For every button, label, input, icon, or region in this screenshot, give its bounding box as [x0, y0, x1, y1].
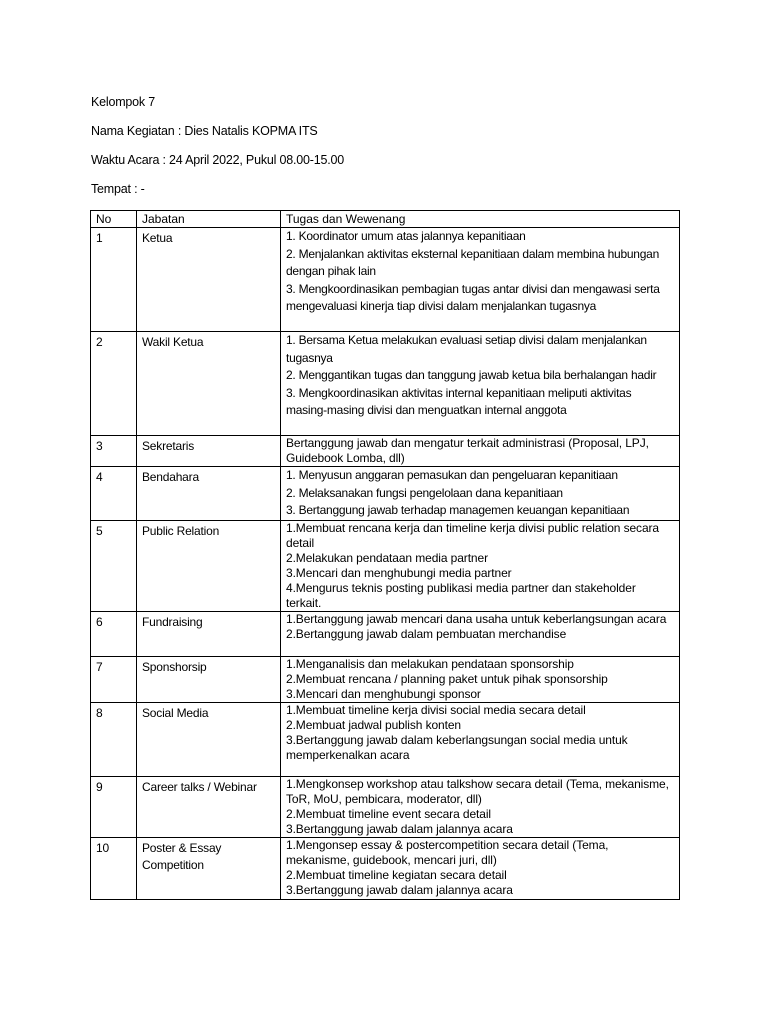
- duty-item: 3.Mencari dan menghubungi media partner: [286, 565, 512, 580]
- duty-item: 1.Mengonsep essay & postercompetition secara detail (Tema, mekanisme, guidebook, mencari juri, dll): [286, 837, 609, 867]
- row-duties: [281, 702, 680, 776]
- duty-item: 2.Membuat jadwal publish konten: [286, 717, 462, 732]
- row-role: Career talks / Webinar: [137, 776, 281, 837]
- duty-item: 2.Bertanggung jawab dalam pembuatan merchandise: [286, 626, 567, 641]
- event-place: Tempat : -: [91, 182, 145, 196]
- row-role: Sekretaris: [137, 436, 281, 467]
- table-row: [91, 611, 680, 656]
- table-row: [91, 467, 680, 521]
- event-time: Waktu Acara : 24 April 2022, Pukul 08.00-15.00: [91, 153, 345, 167]
- row-number: 5: [91, 520, 137, 611]
- table-row: [91, 228, 680, 332]
- duty-item: 1. Bersama Ketua melakukan evaluasi setiap divisi dalam menjalankan tugasnya: [286, 333, 647, 365]
- row-number: 7: [91, 656, 137, 702]
- duty-item: 3. Mengkoordinasikan pembagian tugas antar divisi dan mengawasi serta mengevaluasi kinerja tiap divisi dalam menjalankan tugasnya: [286, 281, 660, 313]
- row-role: Public Relation: [137, 520, 281, 611]
- duty-item: 1.Mengkonsep workshop atau talkshow secara detail (Tema, mekanisme, ToR, MoU, pembicara, moderator, dll): [286, 776, 669, 806]
- row-role: Fundraising: [137, 611, 281, 656]
- table-header-row: [91, 211, 680, 228]
- header-duties: Tugas dan Wewenang: [281, 211, 680, 228]
- duty-item: 2. Menggantikan tugas dan tanggung jawab ketua bila berhalangan hadir: [286, 368, 657, 382]
- row-duties: [281, 776, 680, 837]
- row-number: 2: [91, 332, 137, 436]
- duty-item: 4.Mengurus teknis posting publikasi media partner dan stakeholder terkait.: [286, 580, 636, 610]
- row-number: 10: [91, 837, 137, 899]
- row-duties: [281, 436, 680, 467]
- event-name: Nama Kegiatan : Dies Natalis KOPMA ITS: [91, 124, 318, 138]
- row-duties: [281, 332, 680, 436]
- row-duties: [281, 228, 680, 332]
- duty-item: 2.Membuat rencana / planning paket untuk pihak sponsorship: [286, 671, 608, 686]
- row-role: Poster & Essay Competition: [137, 837, 281, 899]
- row-role: Wakil Ketua: [137, 332, 281, 436]
- row-number: 1: [91, 228, 137, 332]
- row-role: Ketua: [137, 228, 281, 332]
- duty-item: 2. Melaksanakan fungsi pengelolaan dana kepanitiaan: [286, 485, 563, 500]
- duty-item: 2.Melakukan pendataan media partner: [286, 550, 488, 565]
- duty-item: 3.Mencari dan menghubungi sponsor: [286, 686, 481, 701]
- row-duties: [281, 467, 680, 521]
- row-number: 6: [91, 611, 137, 656]
- row-number: 8: [91, 702, 137, 776]
- row-role: Sponshorsip: [137, 656, 281, 702]
- row-number: 4: [91, 467, 137, 521]
- duty-item: 1.Menganalisis dan melakukan pendataan sponsorship: [286, 656, 574, 671]
- table-row: [91, 436, 680, 467]
- header-role: Jabatan: [137, 211, 281, 228]
- duty-item: 3. Bertanggung jawab terhadap managemen keuangan kepanitiaan: [286, 503, 630, 517]
- duty-item: 1.Membuat rencana kerja dan timeline kerja divisi public relation secara detail: [286, 520, 659, 550]
- row-number: 9: [91, 776, 137, 837]
- table-row: [91, 702, 680, 776]
- duty-item: 3.Bertanggung jawab dalam jalannya acara: [286, 882, 513, 897]
- duty-item: 2.Membuat timeline kegiatan secara detail: [286, 867, 507, 882]
- group-label: Kelompok 7: [91, 95, 156, 109]
- committee-table: [90, 210, 680, 900]
- table-row: [91, 520, 680, 611]
- row-role: Social Media: [137, 702, 281, 776]
- row-duties: [281, 611, 680, 656]
- table-row: [91, 837, 680, 899]
- duty-item: 3.Bertanggung jawab dalam jalannya acara: [286, 821, 513, 836]
- row-duties: [281, 837, 680, 899]
- duty-item: 1. Koordinator umum atas jalannya kepanitiaan: [286, 229, 526, 243]
- table-row: [91, 776, 680, 837]
- duty-item: 1.Membuat timeline kerja divisi social media secara detail: [286, 702, 586, 717]
- header-no: No: [91, 211, 137, 228]
- duty-item: 1. Menyusun anggaran pemasukan dan pengeluaran kepanitiaan: [286, 468, 618, 482]
- duty-item: 3.Bertanggung jawab dalam keberlangsungan social media untuk memperkenalkan acara: [286, 732, 628, 762]
- duty-item: 1.Bertanggung jawab mencari dana usaha untuk keberlangsungan acara: [286, 611, 667, 626]
- row-duties: [281, 520, 680, 611]
- duty-item: 3. Mengkoordinasikan aktivitas internal kepanitiaan meliputi aktivitas masing-masing divisi dan menguatkan internal anggota: [286, 385, 632, 417]
- row-role: Bendahara: [137, 467, 281, 521]
- duty-item: 2. Menjalankan aktivitas eksternal kepanitiaan dalam membina hubungan dengan pihak lain: [286, 246, 659, 278]
- table-row: [91, 332, 680, 436]
- duty-item: 2.Membuat timeline event secara detail: [286, 806, 491, 821]
- table-row: [91, 656, 680, 702]
- row-duties: [281, 656, 680, 702]
- row-number: 3: [91, 436, 137, 467]
- duty-item: Bertanggung jawab dan mengatur terkait administrasi (Proposal, LPJ, Guidebook Lomba, dll): [286, 436, 649, 465]
